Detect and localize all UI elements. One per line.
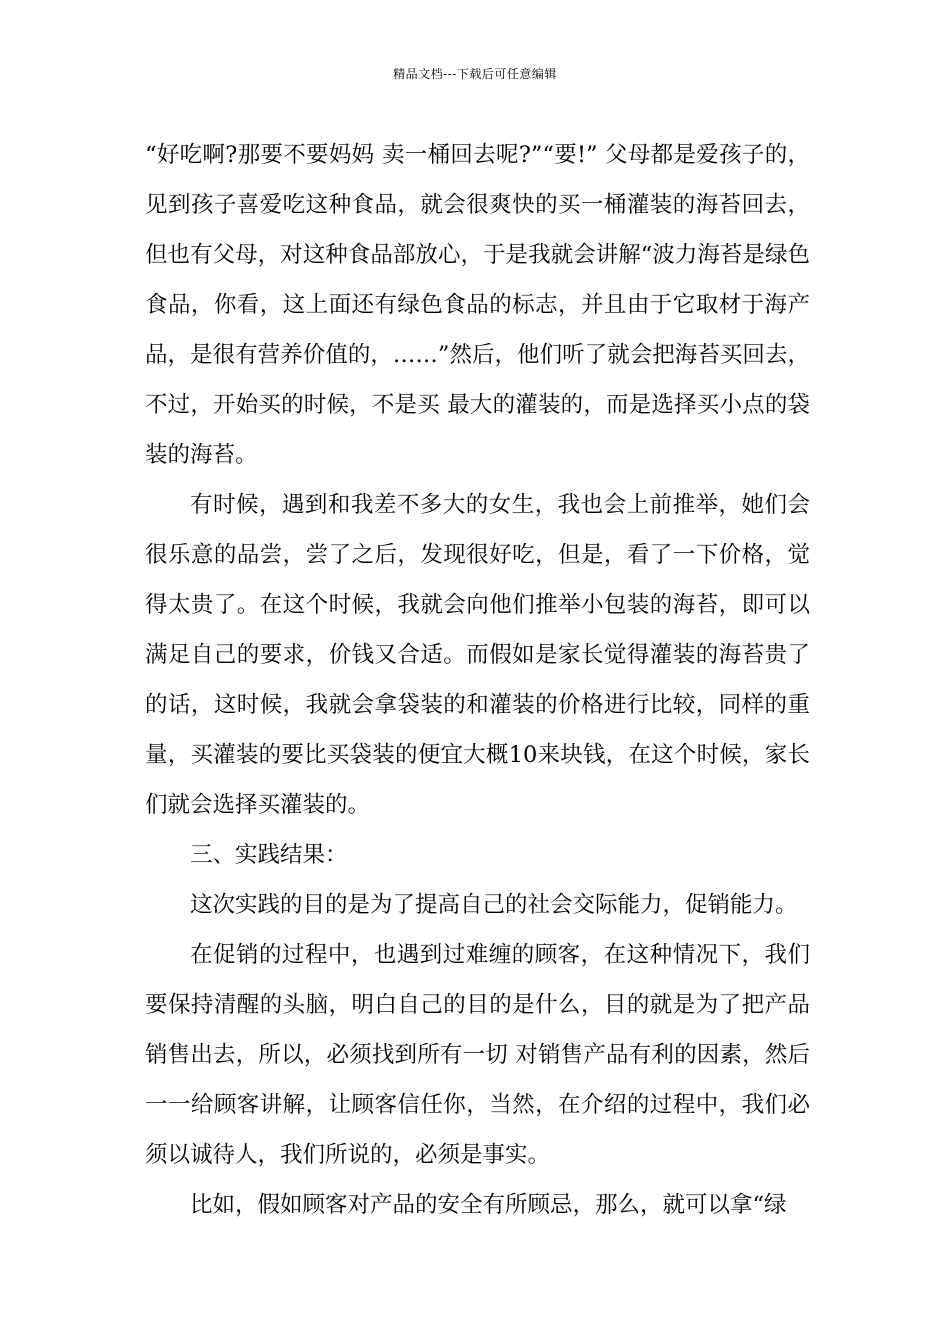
document-body xyxy=(145,130,810,1230)
paragraph-1: “好吃啊?那要不要妈妈 卖一桶回去呢?”“要!” 父母都是爱孩子的，见到孩子喜爱吃这种食品，就会很爽快的买一桶灌装的海苔回去，但也有父母，对这种食品部放心，于是我就会讲解“波力海苔是绿色食品，你看，这上面还有绿色食品的标志，并且由于它取材于海产品，是很有营养价值的，……”然后，他们听了就会把海苔买回去，不过，开始买的时候，不是买 最大的灌装的，而是选择买小点的袋装的海苔。 xyxy=(145,142,810,468)
paragraph-5: 比如，假如顾客对产品的安全有所顾忌，那么，就可以拿“绿 xyxy=(190,1192,787,1218)
paragraph-4: 在促销的过程中，也遇到过难缠的顾客，在这种情况下，我们要保持清醒的头脑，明白自己的目的是什么，目的就是为了把产品销售出去，所以，必须找到所有一切 对销售产品有利的因素，然后一一给顾客讲解，让顾客信任你，当然，在介绍的过程中，我们必须以诚待人，我们所说的，必须是事实。 xyxy=(145,942,810,1168)
paragraph-3: 这次实践的目的是为了提高自己的社会交际能力，促销能力。 xyxy=(190,892,798,918)
page-header: 精品文档---下载后可任意编辑 xyxy=(393,67,557,81)
paragraph-2: 有时候，遇到和我差不多大的女生，我也会上前推举，她们会很乐意的品尝，尝了之后，发现很好吃，但是，看了一下价格，觉得太贵了。在这个时候，我就会向他们推举小包装的海苔，即可以满足自己的要求，价钱又合适。而假如是家长觉得灌装的海苔贵了的话，这时候，我就会拿袋装的和灌装的价格进行比较，同样的重量，买灌装的要比买袋装的便宜大概10来块钱，在这个时候，家长们就会选择买灌装的。 xyxy=(145,492,810,818)
section-heading: 三、实践结果： xyxy=(190,842,348,868)
